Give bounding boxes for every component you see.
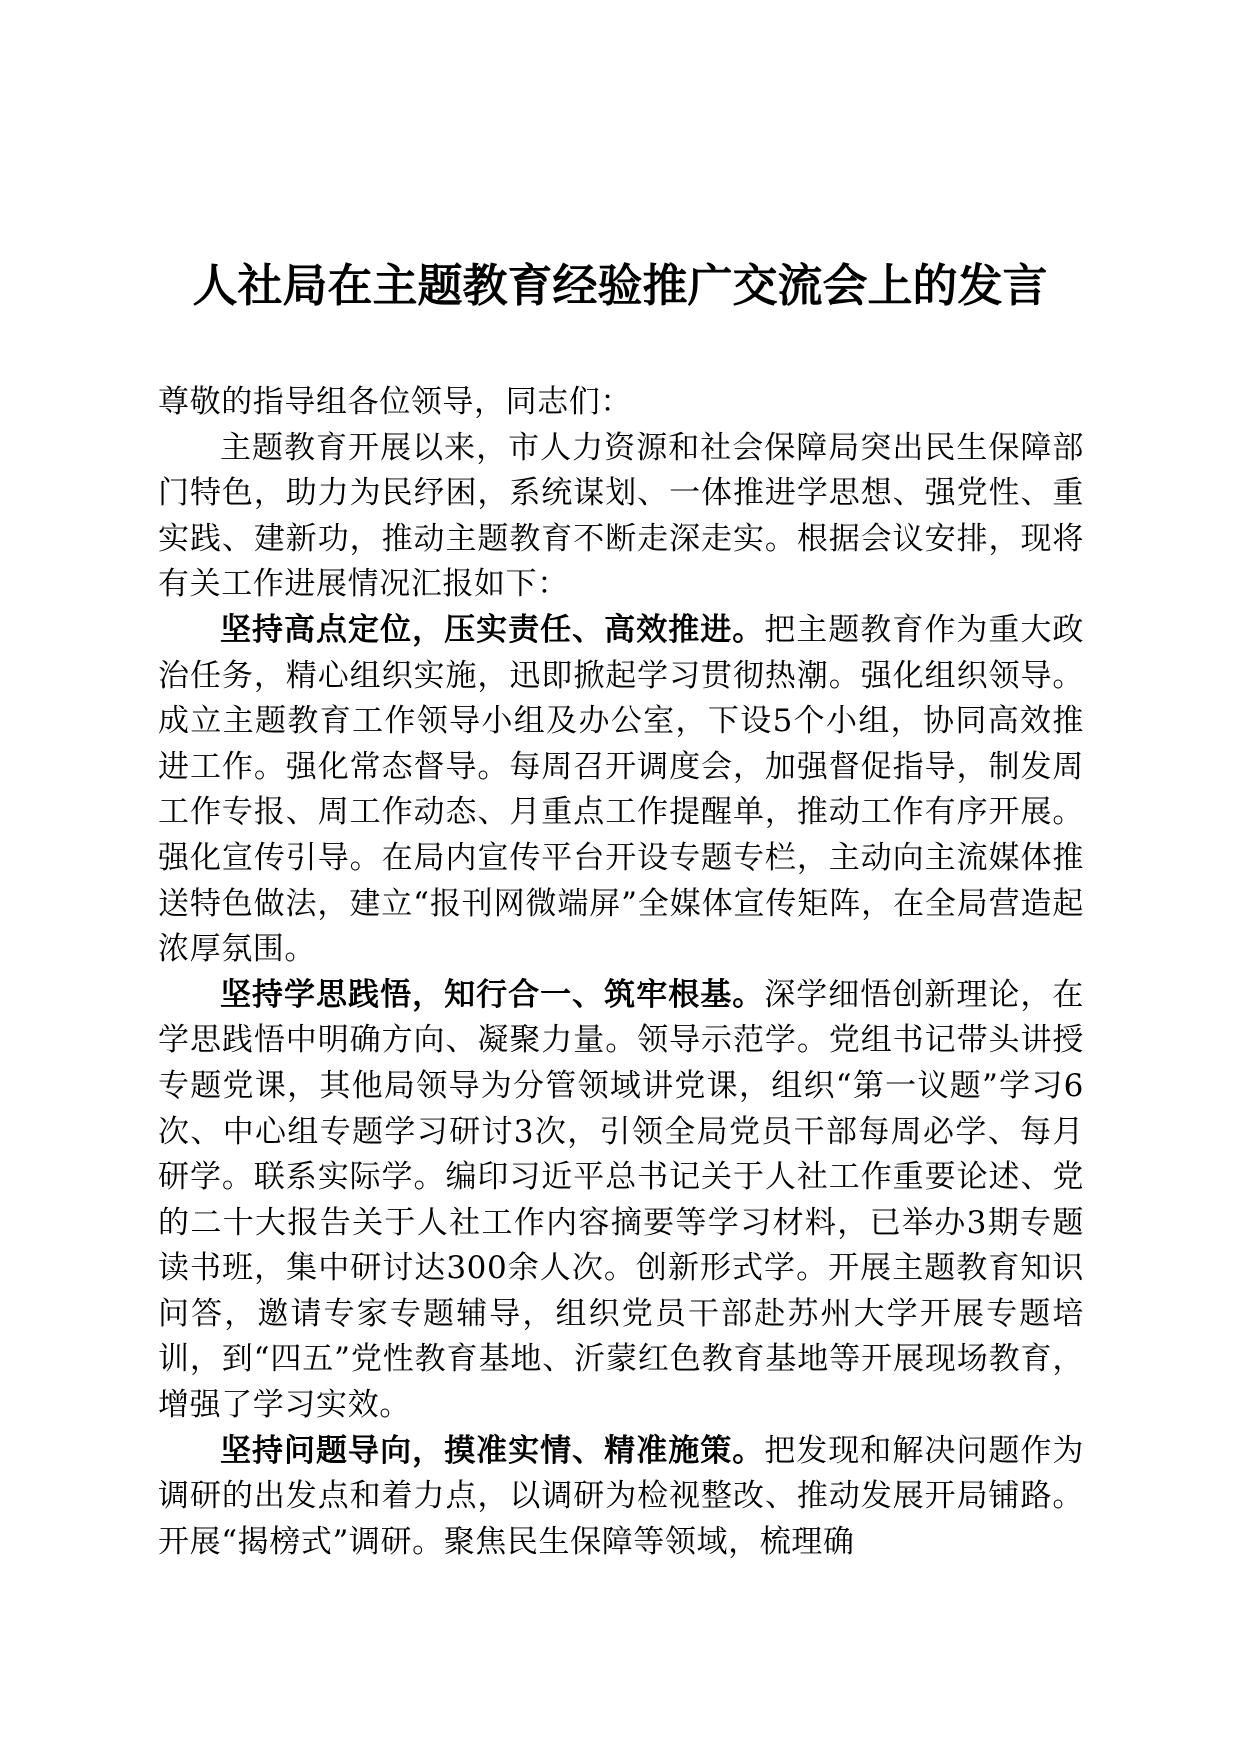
paragraph-lead: 坚持高点定位，压实责任、高效推进。 [220,611,765,648]
paragraph-learning [158,973,1084,1429]
paragraph-intro [158,426,1084,608]
paragraph-text: 主题教育开展以来，市人力资源和社会保障局突出民生保障部门特色，助力为民纾困，系统谋划、一体推进学思想、强党性、重实践、建新功，推动主题教育不断走深走实。根据会议安排，现将有关工作进展情况汇报如下： [158,429,1084,603]
document-title: 人社局在主题教育经验推广交流会上的发言 [192,259,1048,312]
paragraph-text: 深学细悟创新理论，在学思践悟中明确方向、凝聚力量。领导示范学。党组书记带头讲授专题党课，其他局领导为分管领域讲党课，组织“第一议题”学习6次、中心组专题学习研讨3次，引领全局党员干部每周必学、每月研学。联系实际学。编印习近平总书记关于人社工作重要论述、党的二十大报告关于人社工作内容摘要等学习材料，已举办3期专题读书班，集中研讨达300余人次。创新形式学。开展主题教育知识问答，邀请专家专题辅导，组织党员干部赴苏州大学开展专题培训，到“四五”党性教育基地、沂蒙红色教育基地等开展现场教育，增强了学习实效。 [158,976,1085,1424]
paragraph-positioning [158,608,1084,973]
paragraph-problem-oriented [158,1429,1084,1566]
paragraph-lead: 坚持学思践悟，知行合一、筑牢根基。 [220,976,765,1013]
document-body [158,380,1084,1565]
paragraph-text: 把主题教育作为重大政治任务，精心组织实施，迅即掀起学习贯彻热潮。强化组织领导。成立主题教育工作领导小组及办公室，下设5个小组，协同高效推进工作。强化常态督导。每周召开调度会，加强督促指导，制发周工作专报、周工作动态、月重点工作提醒单，推动工作有序开展。强化宣传引导。在局内宣传平台开设专题专栏，主动向主流媒体推送特色做法，建立“报刊网微端屏”全媒体宣传矩阵，在全局营造起浓厚氛围。 [158,611,1085,968]
salutation: 尊敬的指导组各位领导，同志们： [158,384,632,420]
paragraph-text: 把发现和解决问题作为调研的出发点和着力点，以调研为检视整改、推动发展开局铺路。开展“揭榜式”调研。聚焦民生保障等领域，梳理确 [158,1432,1085,1560]
paragraph-lead: 坚持问题导向，摸准实情、精准施策。 [220,1432,765,1469]
